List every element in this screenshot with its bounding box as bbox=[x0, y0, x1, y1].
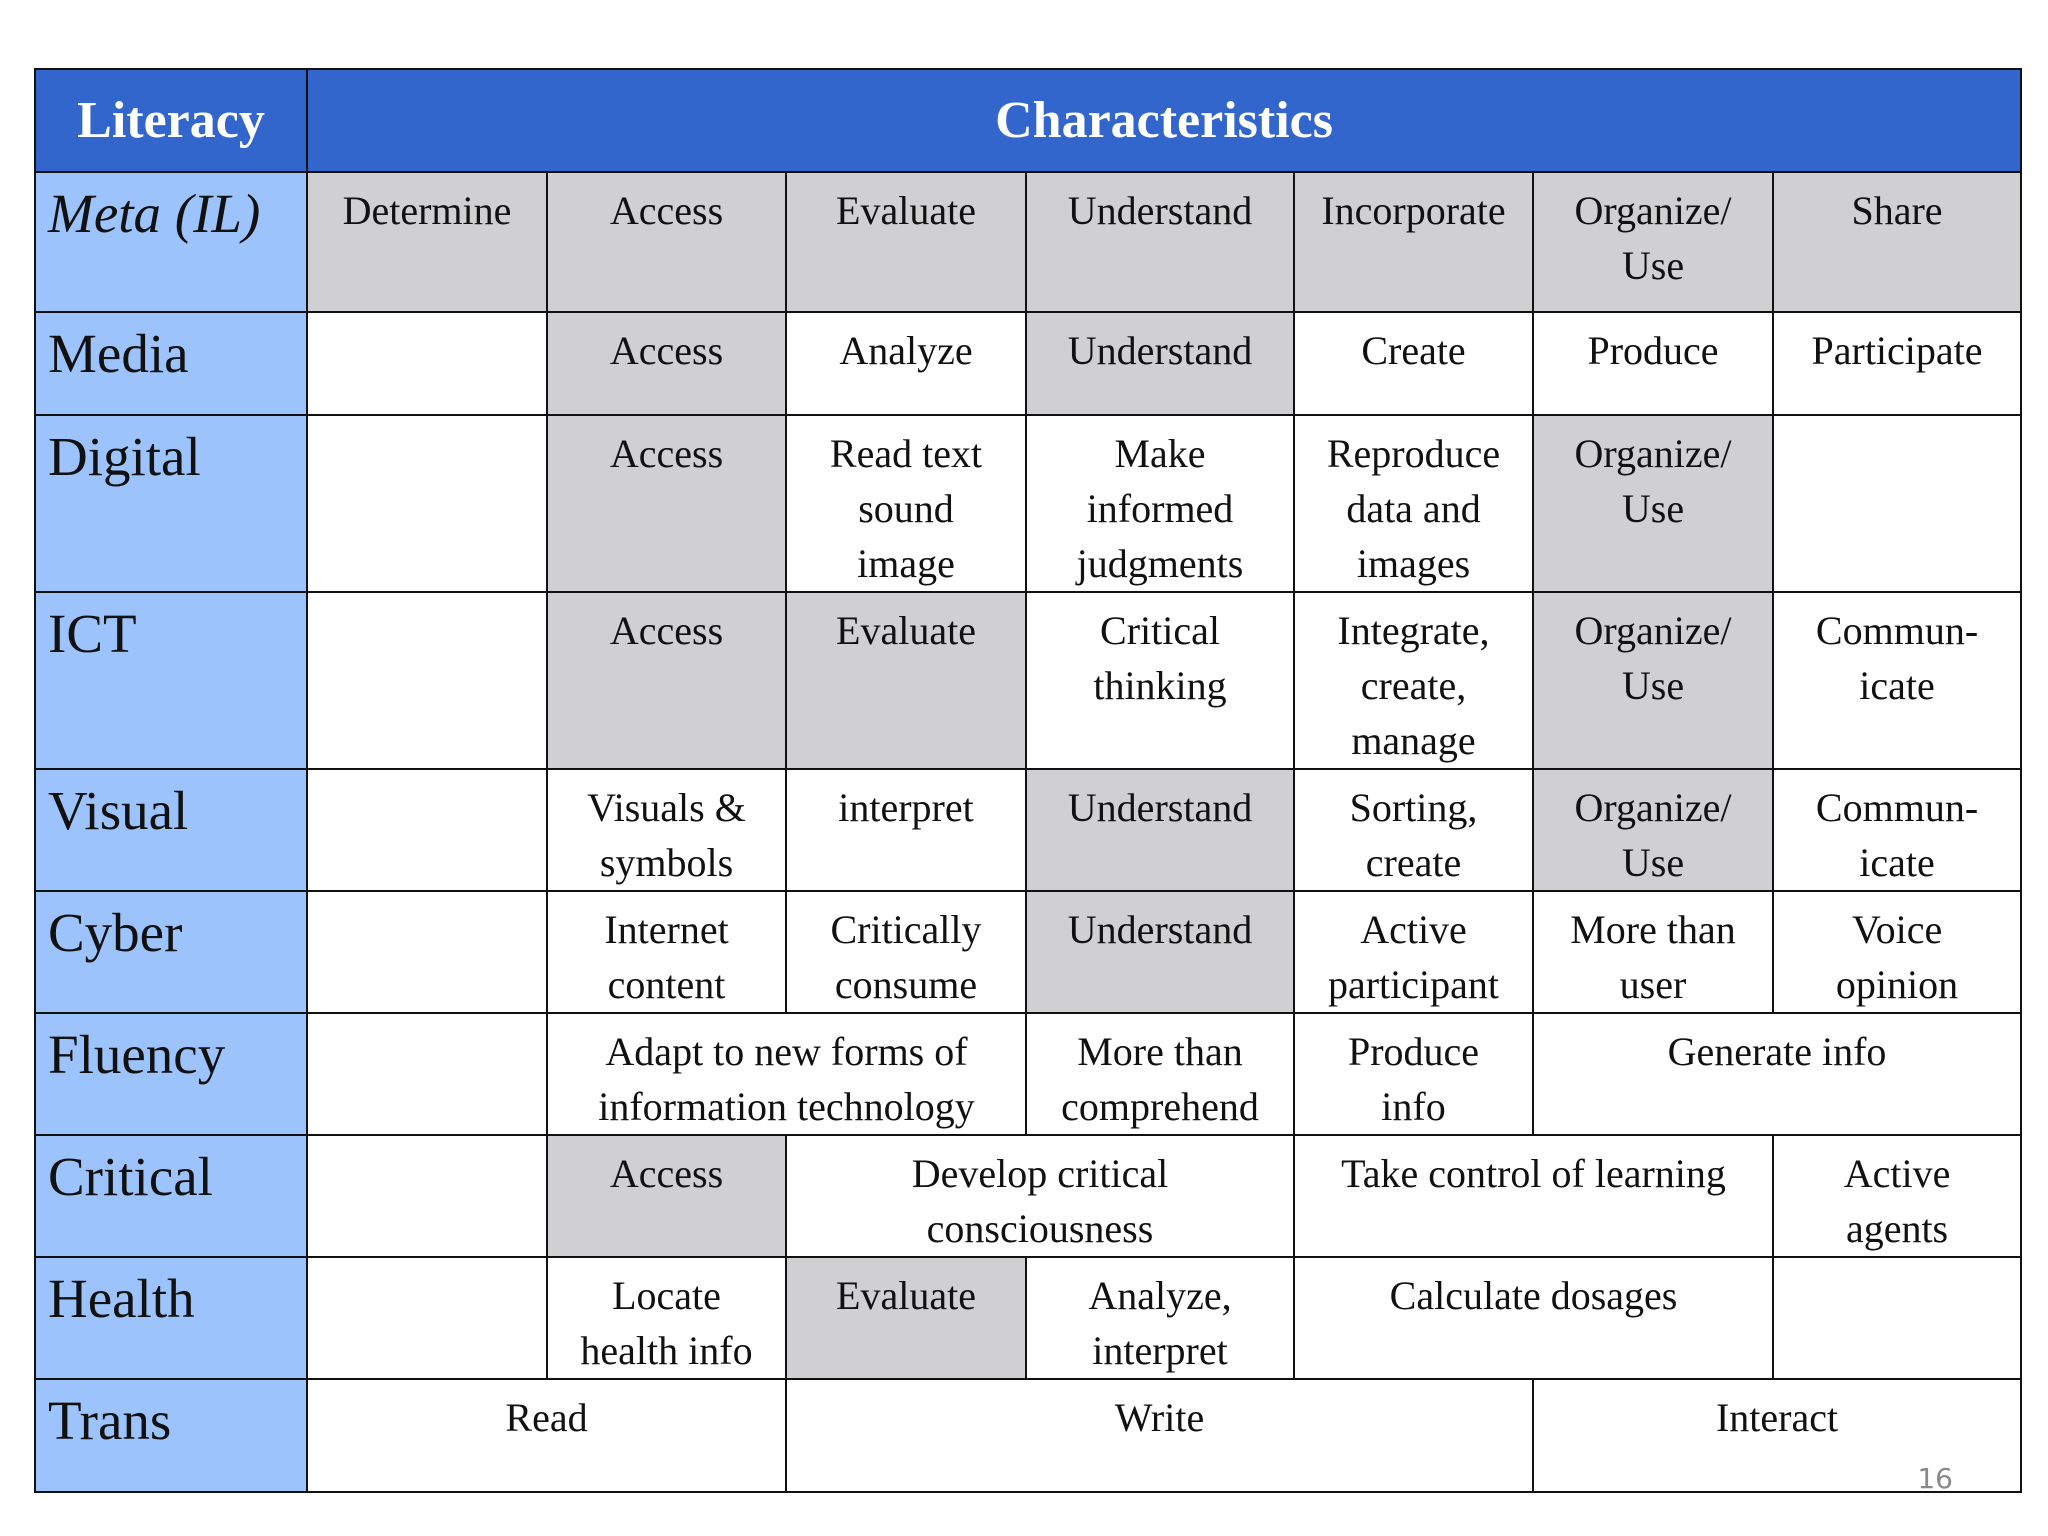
table-cell: Active participant bbox=[1294, 891, 1533, 1013]
table-cell bbox=[307, 769, 547, 891]
table-cell bbox=[307, 312, 547, 415]
table-cell: Internet content bbox=[547, 891, 786, 1013]
table-cell bbox=[1773, 1257, 2021, 1379]
table-row bbox=[35, 415, 2021, 592]
table-cell: Participate bbox=[1773, 312, 2021, 415]
row-label: Critical bbox=[35, 1135, 307, 1257]
row-label: Media bbox=[35, 312, 307, 415]
table-cell: Understand bbox=[1026, 312, 1294, 415]
table-row bbox=[35, 1257, 2021, 1379]
table-row bbox=[35, 1379, 2021, 1492]
table-cell bbox=[307, 592, 547, 769]
table-cell: Critical thinking bbox=[1026, 592, 1294, 769]
table-cell: Organize/ Use bbox=[1533, 592, 1773, 769]
row-label: Visual bbox=[35, 769, 307, 891]
table-cell: Write bbox=[786, 1379, 1533, 1492]
table-row bbox=[35, 592, 2021, 769]
table-row bbox=[35, 891, 2021, 1013]
table-cell: Determine bbox=[307, 172, 547, 312]
table-cell: Evaluate bbox=[786, 1257, 1026, 1379]
table-cell: Analyze, interpret bbox=[1026, 1257, 1294, 1379]
row-label: Cyber bbox=[35, 891, 307, 1013]
table-row bbox=[35, 1135, 2021, 1257]
table-cell: Sorting, create bbox=[1294, 769, 1533, 891]
table-row bbox=[35, 172, 2021, 312]
table-cell bbox=[307, 1013, 547, 1135]
table-cell: Adapt to new forms of information technology bbox=[547, 1013, 1026, 1135]
table-cell: Evaluate bbox=[786, 172, 1026, 312]
table-cell bbox=[1773, 415, 2021, 592]
table-cell: Read bbox=[307, 1379, 786, 1492]
page-number: 16 bbox=[1917, 1462, 1953, 1495]
table-cell: Generate info bbox=[1533, 1013, 2021, 1135]
table-cell: Produce bbox=[1533, 312, 1773, 415]
table-cell: Visuals & symbols bbox=[547, 769, 786, 891]
row-label: ICT bbox=[35, 592, 307, 769]
table-cell: Voice opinion bbox=[1773, 891, 2021, 1013]
table-cell: Organize/ Use bbox=[1533, 769, 1773, 891]
table-cell: Share bbox=[1773, 172, 2021, 312]
table-cell: Calculate dosages bbox=[1294, 1257, 1773, 1379]
table-cell bbox=[307, 891, 547, 1013]
table-cell bbox=[307, 1257, 547, 1379]
table-cell: Access bbox=[547, 1135, 786, 1257]
literacy-table bbox=[34, 68, 2022, 1493]
table-cell: Make informed judgments bbox=[1026, 415, 1294, 592]
row-label: Digital bbox=[35, 415, 307, 592]
table-cell: Access bbox=[547, 172, 786, 312]
table-cell: Access bbox=[547, 312, 786, 415]
table-cell: Read text sound image bbox=[786, 415, 1026, 592]
table-cell: Understand bbox=[1026, 769, 1294, 891]
table-cell: Locate health info bbox=[547, 1257, 786, 1379]
table-cell bbox=[307, 415, 547, 592]
table-cell: Develop critical consciousness bbox=[786, 1135, 1294, 1257]
table-cell: Produce info bbox=[1294, 1013, 1533, 1135]
header-row bbox=[35, 69, 2021, 172]
table-cell: Create bbox=[1294, 312, 1533, 415]
row-label: Trans bbox=[35, 1379, 307, 1492]
table-cell: Access bbox=[547, 592, 786, 769]
table-cell: Integrate, create, manage bbox=[1294, 592, 1533, 769]
table-cell: More than comprehend bbox=[1026, 1013, 1294, 1135]
table-row bbox=[35, 1013, 2021, 1135]
table-cell bbox=[307, 1135, 547, 1257]
table-body bbox=[35, 172, 2021, 1492]
table-cell: Understand bbox=[1026, 172, 1294, 312]
table-row bbox=[35, 312, 2021, 415]
table-cell: Access bbox=[547, 415, 786, 592]
row-label: Fluency bbox=[35, 1013, 307, 1135]
table-row bbox=[35, 769, 2021, 891]
table-cell: Analyze bbox=[786, 312, 1026, 415]
table-cell: Interact bbox=[1533, 1379, 2021, 1492]
table-cell: Reproduce data and images bbox=[1294, 415, 1533, 592]
row-label: Meta (IL) bbox=[35, 172, 307, 312]
table-cell: Commun- icate bbox=[1773, 592, 2021, 769]
table-cell: Take control of learning bbox=[1294, 1135, 1773, 1257]
table-cell: Understand bbox=[1026, 891, 1294, 1013]
table-cell: Critically consume bbox=[786, 891, 1026, 1013]
table-cell: interpret bbox=[786, 769, 1026, 891]
table-cell: Incorporate bbox=[1294, 172, 1533, 312]
table-cell: Evaluate bbox=[786, 592, 1026, 769]
table-cell: Organize/ Use bbox=[1533, 415, 1773, 592]
table-cell: More than user bbox=[1533, 891, 1773, 1013]
table-cell: Commun- icate bbox=[1773, 769, 2021, 891]
header-characteristics: Characteristics bbox=[307, 69, 2021, 172]
row-label: Health bbox=[35, 1257, 307, 1379]
table-cell: Organize/ Use bbox=[1533, 172, 1773, 312]
table-cell: Active agents bbox=[1773, 1135, 2021, 1257]
header-literacy: Literacy bbox=[35, 69, 307, 172]
